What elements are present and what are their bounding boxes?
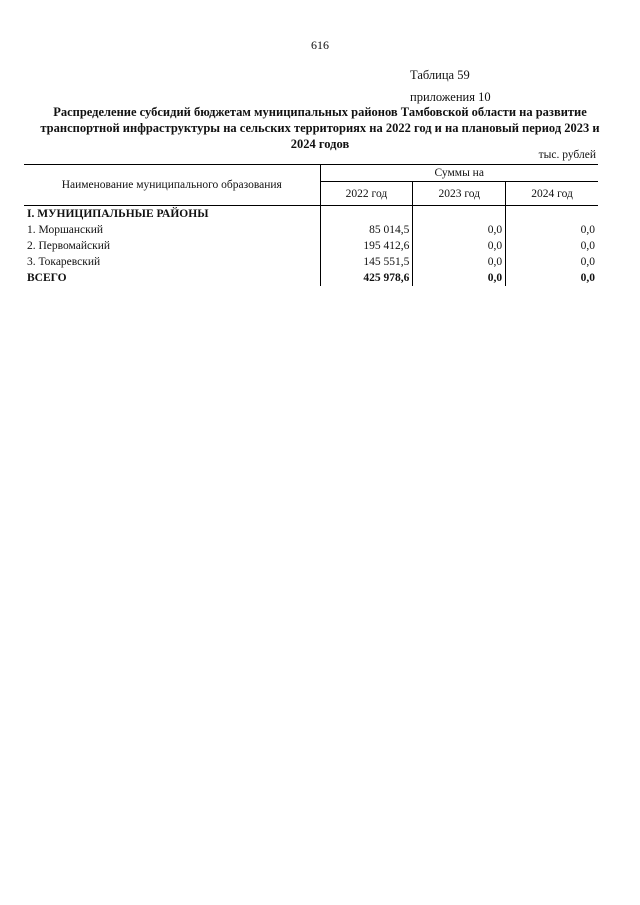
row-name: 2. Первомайский: [27, 240, 110, 252]
header-year-2023: 2023 год: [413, 182, 506, 206]
empty-cell: [320, 206, 413, 223]
header-year-2024: 2024 год: [506, 182, 598, 206]
table-row: [24, 238, 598, 254]
empty-cell: [506, 206, 598, 223]
row-name: 3. Токаревский: [27, 256, 101, 268]
empty-cell: [413, 206, 506, 223]
row-value-2024: 0,0: [506, 254, 598, 270]
row-value-2022: 195 412,6: [320, 238, 413, 254]
units-label: тыс. рублей: [538, 149, 596, 161]
total-value-2024: 0,0: [506, 270, 598, 286]
total-row: [24, 270, 598, 286]
header-name: Наименование муниципального образования: [24, 165, 320, 206]
section-row: [24, 206, 598, 223]
appendix-number: приложения 10: [410, 90, 491, 104]
header-year-2022: 2022 год: [320, 182, 413, 206]
total-value-2023: 0,0: [413, 270, 506, 286]
table-row: [24, 254, 598, 270]
page-number: 616: [311, 38, 329, 52]
total-value-2022: 425 978,6: [320, 270, 413, 286]
row-value-2023: 0,0: [413, 254, 506, 270]
section-label: I. МУНИЦИПАЛЬНЫЕ РАЙОНЫ: [27, 208, 209, 220]
row-name: 1. Моршанский: [27, 224, 104, 236]
row-value-2024: 0,0: [506, 238, 598, 254]
subsidy-table: [24, 164, 598, 286]
row-value-2024: 0,0: [506, 222, 598, 238]
table-reference: [410, 64, 491, 108]
table-header-row: [24, 165, 598, 182]
row-value-2022: 85 014,5: [320, 222, 413, 238]
row-value-2023: 0,0: [413, 238, 506, 254]
row-value-2022: 145 551,5: [320, 254, 413, 270]
table-number: Таблица 59: [410, 68, 470, 82]
header-sums: Суммы на: [320, 165, 598, 182]
document-title: Распределение субсидий бюджетам муниципальных районов Тамбовской области на развитие транспортной инфраструктуры на сельских территориях на 2022 год и на плановый период 2023 и 2024 годов: [40, 105, 600, 151]
row-value-2023: 0,0: [413, 222, 506, 238]
total-label: ВСЕГО: [27, 272, 67, 284]
table-row: [24, 222, 598, 238]
